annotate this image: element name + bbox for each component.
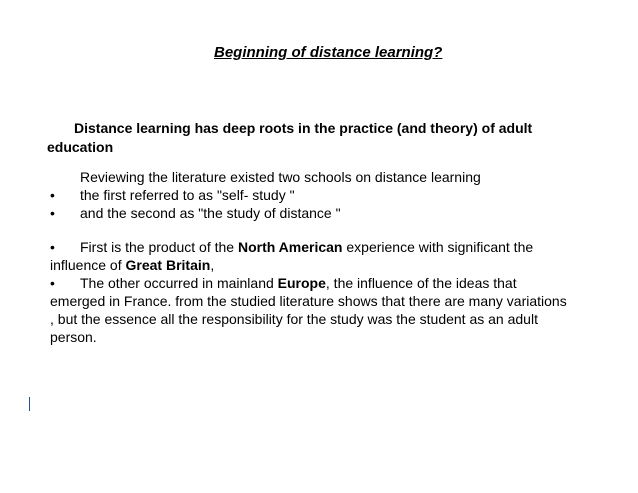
paragraph-line bbox=[50, 238, 610, 256]
text-cursor-mark bbox=[29, 397, 30, 411]
bullet-item-study-of-distance: and the second as "the study of distance " bbox=[80, 205, 341, 221]
bold-term-europe: Europe bbox=[277, 275, 326, 291]
intro-heading bbox=[47, 119, 607, 157]
bullet-item-self-study: the first referred to as "self- study " bbox=[80, 187, 295, 203]
bold-term-north-american: North American bbox=[237, 239, 343, 255]
slide-title: Beginning of distance learning? bbox=[214, 44, 443, 61]
paragraph-line bbox=[50, 256, 610, 274]
paragraph-text: , bbox=[210, 257, 215, 273]
bold-term-great-britain: Great Britain bbox=[125, 257, 211, 273]
paragraph-text: influence of bbox=[50, 257, 126, 273]
bullet-icon: • bbox=[50, 187, 55, 203]
bullet-icon: • bbox=[50, 239, 55, 255]
intro-line-1: Distance learning has deep roots in the practice (and theory) of adult bbox=[74, 120, 533, 136]
paragraph-line bbox=[50, 274, 610, 292]
paragraph-text: experience with significant the bbox=[342, 239, 534, 255]
paragraph-text: First is the product of the bbox=[80, 239, 238, 255]
review-text: Reviewing the literature existed two schools on distance learning bbox=[80, 169, 481, 185]
paragraph-text: The other occurred in mainland bbox=[80, 275, 278, 291]
bullet-icon: • bbox=[50, 205, 55, 221]
paragraph-line: emerged in France. from the studied literature shows that there are many variations bbox=[50, 293, 567, 309]
bullet-icon: • bbox=[50, 275, 55, 291]
paragraph-europe bbox=[50, 274, 610, 346]
paragraph-text: , the influence of the ideas that bbox=[325, 275, 517, 291]
paragraph-line: person. bbox=[50, 329, 97, 345]
paragraph-line: , but the essence all the responsibility for the study was the student as an adult bbox=[50, 311, 538, 327]
intro-line-2: education bbox=[47, 139, 114, 155]
paragraph-north-american bbox=[50, 238, 610, 274]
